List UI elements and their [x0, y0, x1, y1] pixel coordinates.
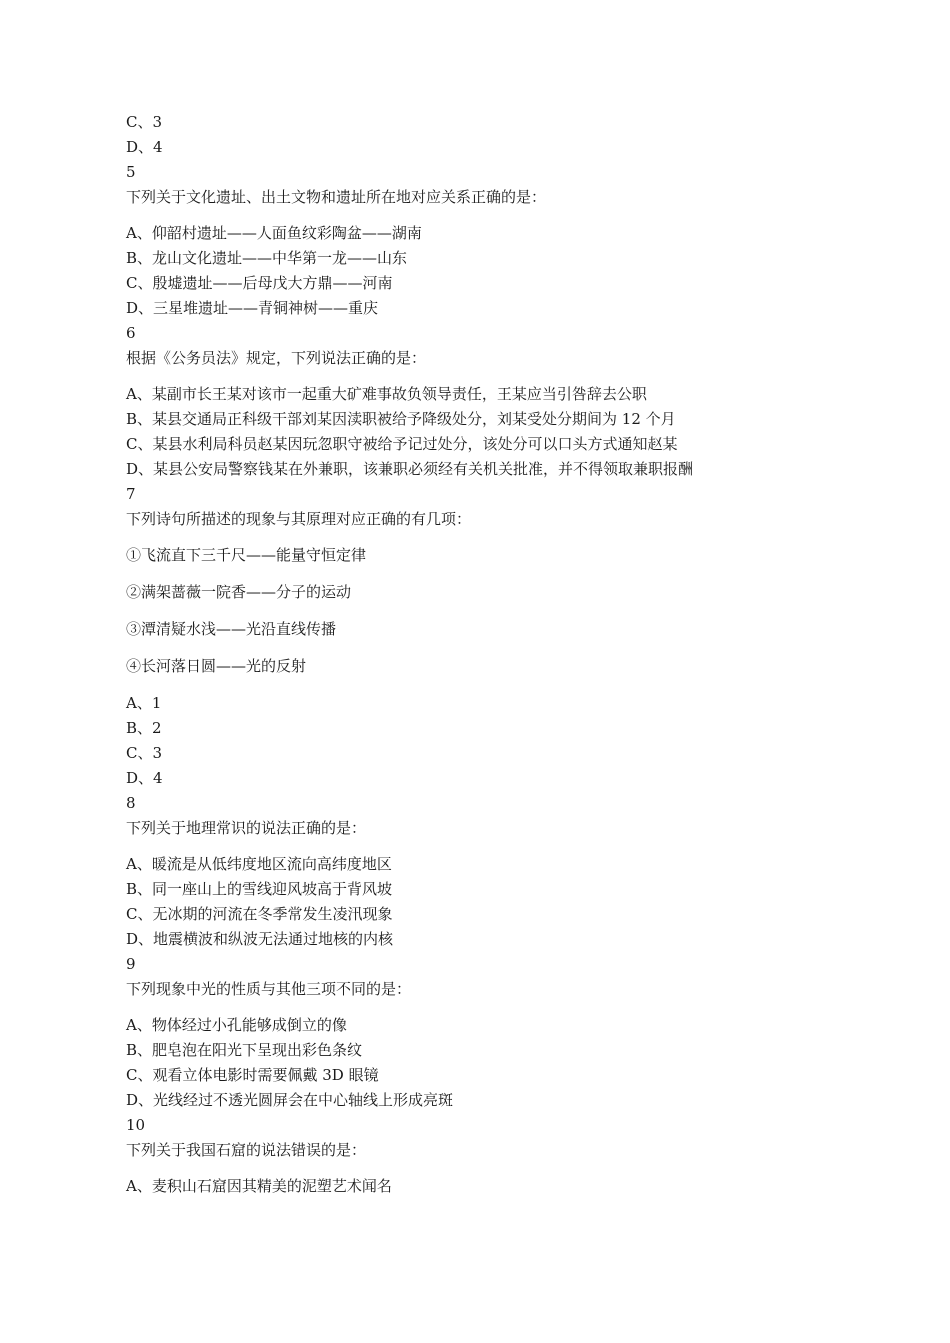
question-number: 9 — [126, 955, 136, 973]
option-line: A、麦积山石窟因其精美的泥塑艺术闻名 — [126, 1177, 392, 1195]
option-line: D、光线经过不透光圆屏会在中心轴线上形成亮斑 — [126, 1091, 454, 1109]
option-line: D、地震横波和纵波无法通过地核的内核 — [126, 930, 394, 948]
question-number: 10 — [126, 1116, 146, 1134]
question-stem: 下列关于文化遗址、出土文物和遗址所在地对应关系正确的是： — [126, 188, 547, 206]
question-number: 7 — [126, 485, 136, 503]
question-stem: 下列关于我国石窟的说法错误的是： — [126, 1141, 367, 1159]
option-line: A、1 — [126, 694, 162, 712]
option-line: A、仰韶村遗址——人面鱼纹彩陶盆——湖南 — [126, 224, 422, 242]
option-line: C、3 — [126, 744, 163, 762]
question-stem: 下列诗句所描述的现象与其原理对应正确的有几项： — [126, 510, 472, 528]
question-stem: 下列现象中光的性质与其他三项不同的是： — [126, 980, 412, 998]
statement-line: ①飞流直下三千尺——能量守恒定律 — [126, 546, 367, 564]
question-stem: 根据《公务员法》规定，下列说法正确的是： — [126, 349, 427, 367]
option-line: A、暖流是从低纬度地区流向高纬度地区 — [126, 855, 392, 873]
statement-line: ④长河落日圆——光的反射 — [126, 657, 307, 675]
option-line: C、殷墟遗址——后母戊大方鼎——河南 — [126, 274, 393, 292]
question-block — [126, 1113, 826, 1199]
option-line: D、三星堆遗址——青铜神树——重庆 — [126, 299, 379, 317]
question-block — [126, 482, 826, 791]
option-line: A、物体经过小孔能够成倒立的像 — [126, 1016, 347, 1034]
option-line: D、4 — [126, 769, 163, 787]
question-number: 6 — [126, 324, 136, 342]
question-block — [126, 791, 826, 952]
question-number: 8 — [126, 794, 136, 812]
option-line: C、无冰期的河流在冬季常发生凌汛现象 — [126, 905, 393, 923]
statement-line: ②满架蔷薇一院香——分子的运动 — [126, 583, 352, 601]
option-line: A、某副市长王某对该市一起重大矿难事故负领导责任，王某应当引咎辞去公职 — [126, 385, 647, 403]
option-line: C、观看立体电影时需要佩戴 3D 眼镜 — [126, 1066, 379, 1084]
question-block — [126, 952, 826, 1113]
option-line: B、同一座山上的雪线迎风坡高于背风坡 — [126, 880, 393, 898]
question-block — [126, 321, 826, 482]
option-line: D、4 — [126, 138, 163, 156]
option-line: B、某县交通局正科级干部刘某因渎职被给予降级处分，刘某受处分期间为 12 个月 — [126, 410, 676, 428]
exam-page — [126, 110, 826, 1199]
option-line: B、2 — [126, 719, 162, 737]
option-line: B、肥皂泡在阳光下呈现出彩色条纹 — [126, 1041, 363, 1059]
option-line: D、某县公安局警察钱某在外兼职，该兼职必须经有关机关批准，并不得领取兼职报酬 — [126, 460, 694, 478]
question-block — [126, 160, 826, 321]
option-line: C、3 — [126, 113, 163, 131]
question-stem: 下列关于地理常识的说法正确的是： — [126, 819, 367, 837]
statement-line: ③潭清疑水浅——光沿直线传播 — [126, 620, 337, 638]
option-line: B、龙山文化遗址——中华第一龙——山东 — [126, 249, 408, 267]
question-number: 5 — [126, 163, 136, 181]
option-line: C、某县水利局科员赵某因玩忽职守被给予记过处分，该处分可以口头方式通知赵某 — [126, 435, 678, 453]
